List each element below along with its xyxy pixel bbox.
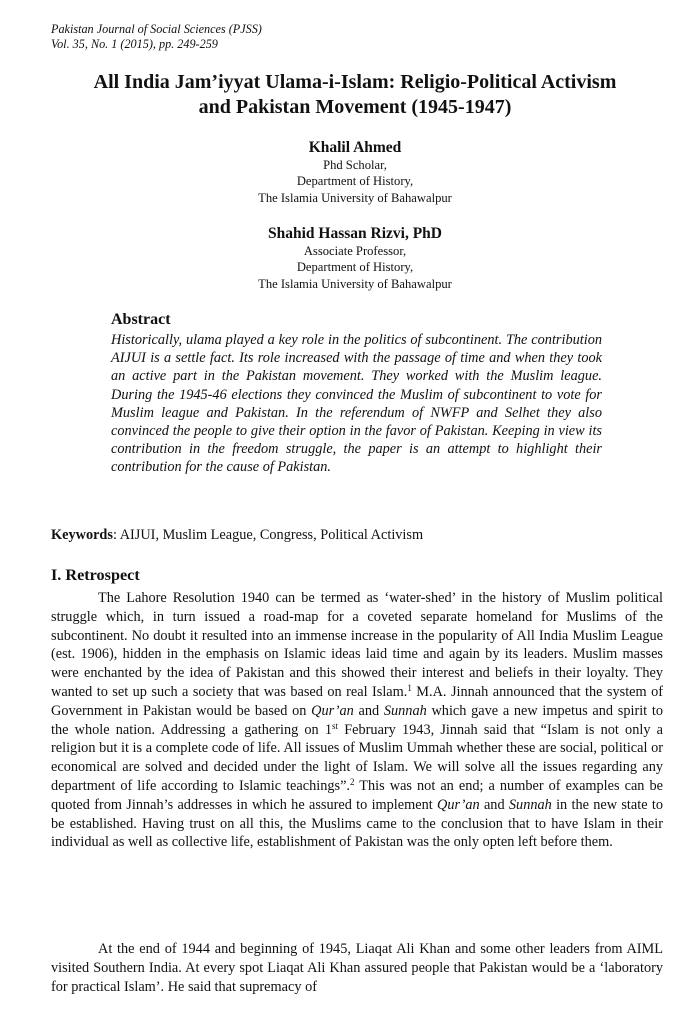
author-university: The Islamia University of Bahawalpur <box>258 276 452 291</box>
author-block-1 <box>150 138 560 206</box>
para-text: M.A. Jinnah announced that the system of Government in Pakistan would be based on <box>51 683 663 719</box>
abstract-text: Historically, ulama played a key role in the politics of subcontinent. The contribution AIJUI is a settle fact. Its role increased with the passage of time and when they took an active part in the Pakistan movement. They worked with the Muslim league. During the 1945-46 elections they convinced the Muslim of subcontinent to vote for Muslim league and Pakistan. In the referendum of NWFP and Selhet they also convinced the people to give their option in the favor of Pakistan. Keeping in view its contribution in the freedom struggle, the paper is an attempt to highlight their contribution for the cause of Pakistan. <box>111 332 602 476</box>
footnote-ref-1[interactable]: 1 <box>407 682 412 693</box>
abstract-heading: Abstract <box>111 311 171 328</box>
para-text: The Lahore Resolution 1940 can be termed as ‘water-shed’ in the history of Muslim political struggle which, in turn issued a road-map for a coveted separate homeland for Muslims of the subcontinent. No doubt it resulted into an immense increase in the popularity of All India Muslim League (est. 1906), hidden in the emphasis on Islamic ideas laid time and again by its leaders. Muslim masses were enchanted by the idea of Pakistan and this showed their interest and beliefs in their loyalty. They wanted to set up such a society that was based on real Islam. <box>51 590 663 700</box>
author-name: Shahid Hassan Rizvi, PhD <box>268 225 442 242</box>
para-text: in the new state to be established. Having trust on all this, the Muslims came to the conclusion that to have Islam in their individual as well as collective life, establishment of Pakistan was the only opten left before them. <box>51 796 663 851</box>
para-text: and <box>353 702 384 719</box>
author-position: Phd Scholar, <box>323 158 387 172</box>
author-block-2 <box>150 224 560 292</box>
italic-term: Qur’an <box>437 796 480 813</box>
author-department: Department of History, <box>296 260 414 275</box>
italic-term: Qur’an <box>311 702 354 719</box>
keywords-line <box>51 526 423 544</box>
title-line-1: All India Jam’iyyat Ulama-i-Islam: Religio-Political Activism <box>93 71 617 93</box>
para-text: This was not an end; a number of examples can be quoted from Jinnah’s addresses in which he assured to implement <box>51 777 663 813</box>
keywords-label: Keywords <box>51 527 113 543</box>
italic-term: Sunnah <box>508 796 552 813</box>
body-paragraph-2: At the end of 1944 and beginning of 1945, Liaqat Ali Khan and some other leaders from AIML visited Southern India. At every spot Liaqat Ali Khan assured people that Pakistan would be a ‘laboratory for practical Islam’. He said that supremacy of <box>51 941 663 995</box>
ordinal-suffix: st <box>332 720 339 731</box>
keywords-list: : AIJUI, Muslim League, Congress, Political Activism <box>112 527 424 543</box>
author-position: Associate Professor, <box>303 244 407 258</box>
body-paragraph-1 <box>51 589 663 852</box>
journal-name: Pakistan Journal of Social Sciences (PJSS) <box>51 22 262 36</box>
footnote-ref-2[interactable]: 2 <box>350 776 355 787</box>
para-text: February 1943, Jinnah said that “Islam is not only a religion but it is a complete code of life. All issues of Muslim Ummah whether these are social, political or economical are solved and decided under the light of Islam. We will solve all the issues regarding any department of life according to Islamic teachings”. <box>51 721 663 794</box>
title-line-2: and Pakistan Movement (1945-1947) <box>198 95 512 118</box>
author-university: The Islamia University of Bahawalpur <box>258 190 452 205</box>
journal-volume: Vol. 35, No. 1 (2015), pp. 249-259 <box>51 37 218 51</box>
section-heading: I. Retrospect <box>51 566 140 584</box>
paper-title <box>40 70 670 119</box>
author-name: Khalil Ahmed <box>308 139 402 156</box>
author-department: Department of History, <box>296 174 414 189</box>
para-text: which gave a new impetus and spirit to the whole nation. Addressing a gathering on 1 <box>51 702 663 738</box>
para-text: and <box>479 796 509 813</box>
italic-term: Sunnah <box>383 702 427 719</box>
